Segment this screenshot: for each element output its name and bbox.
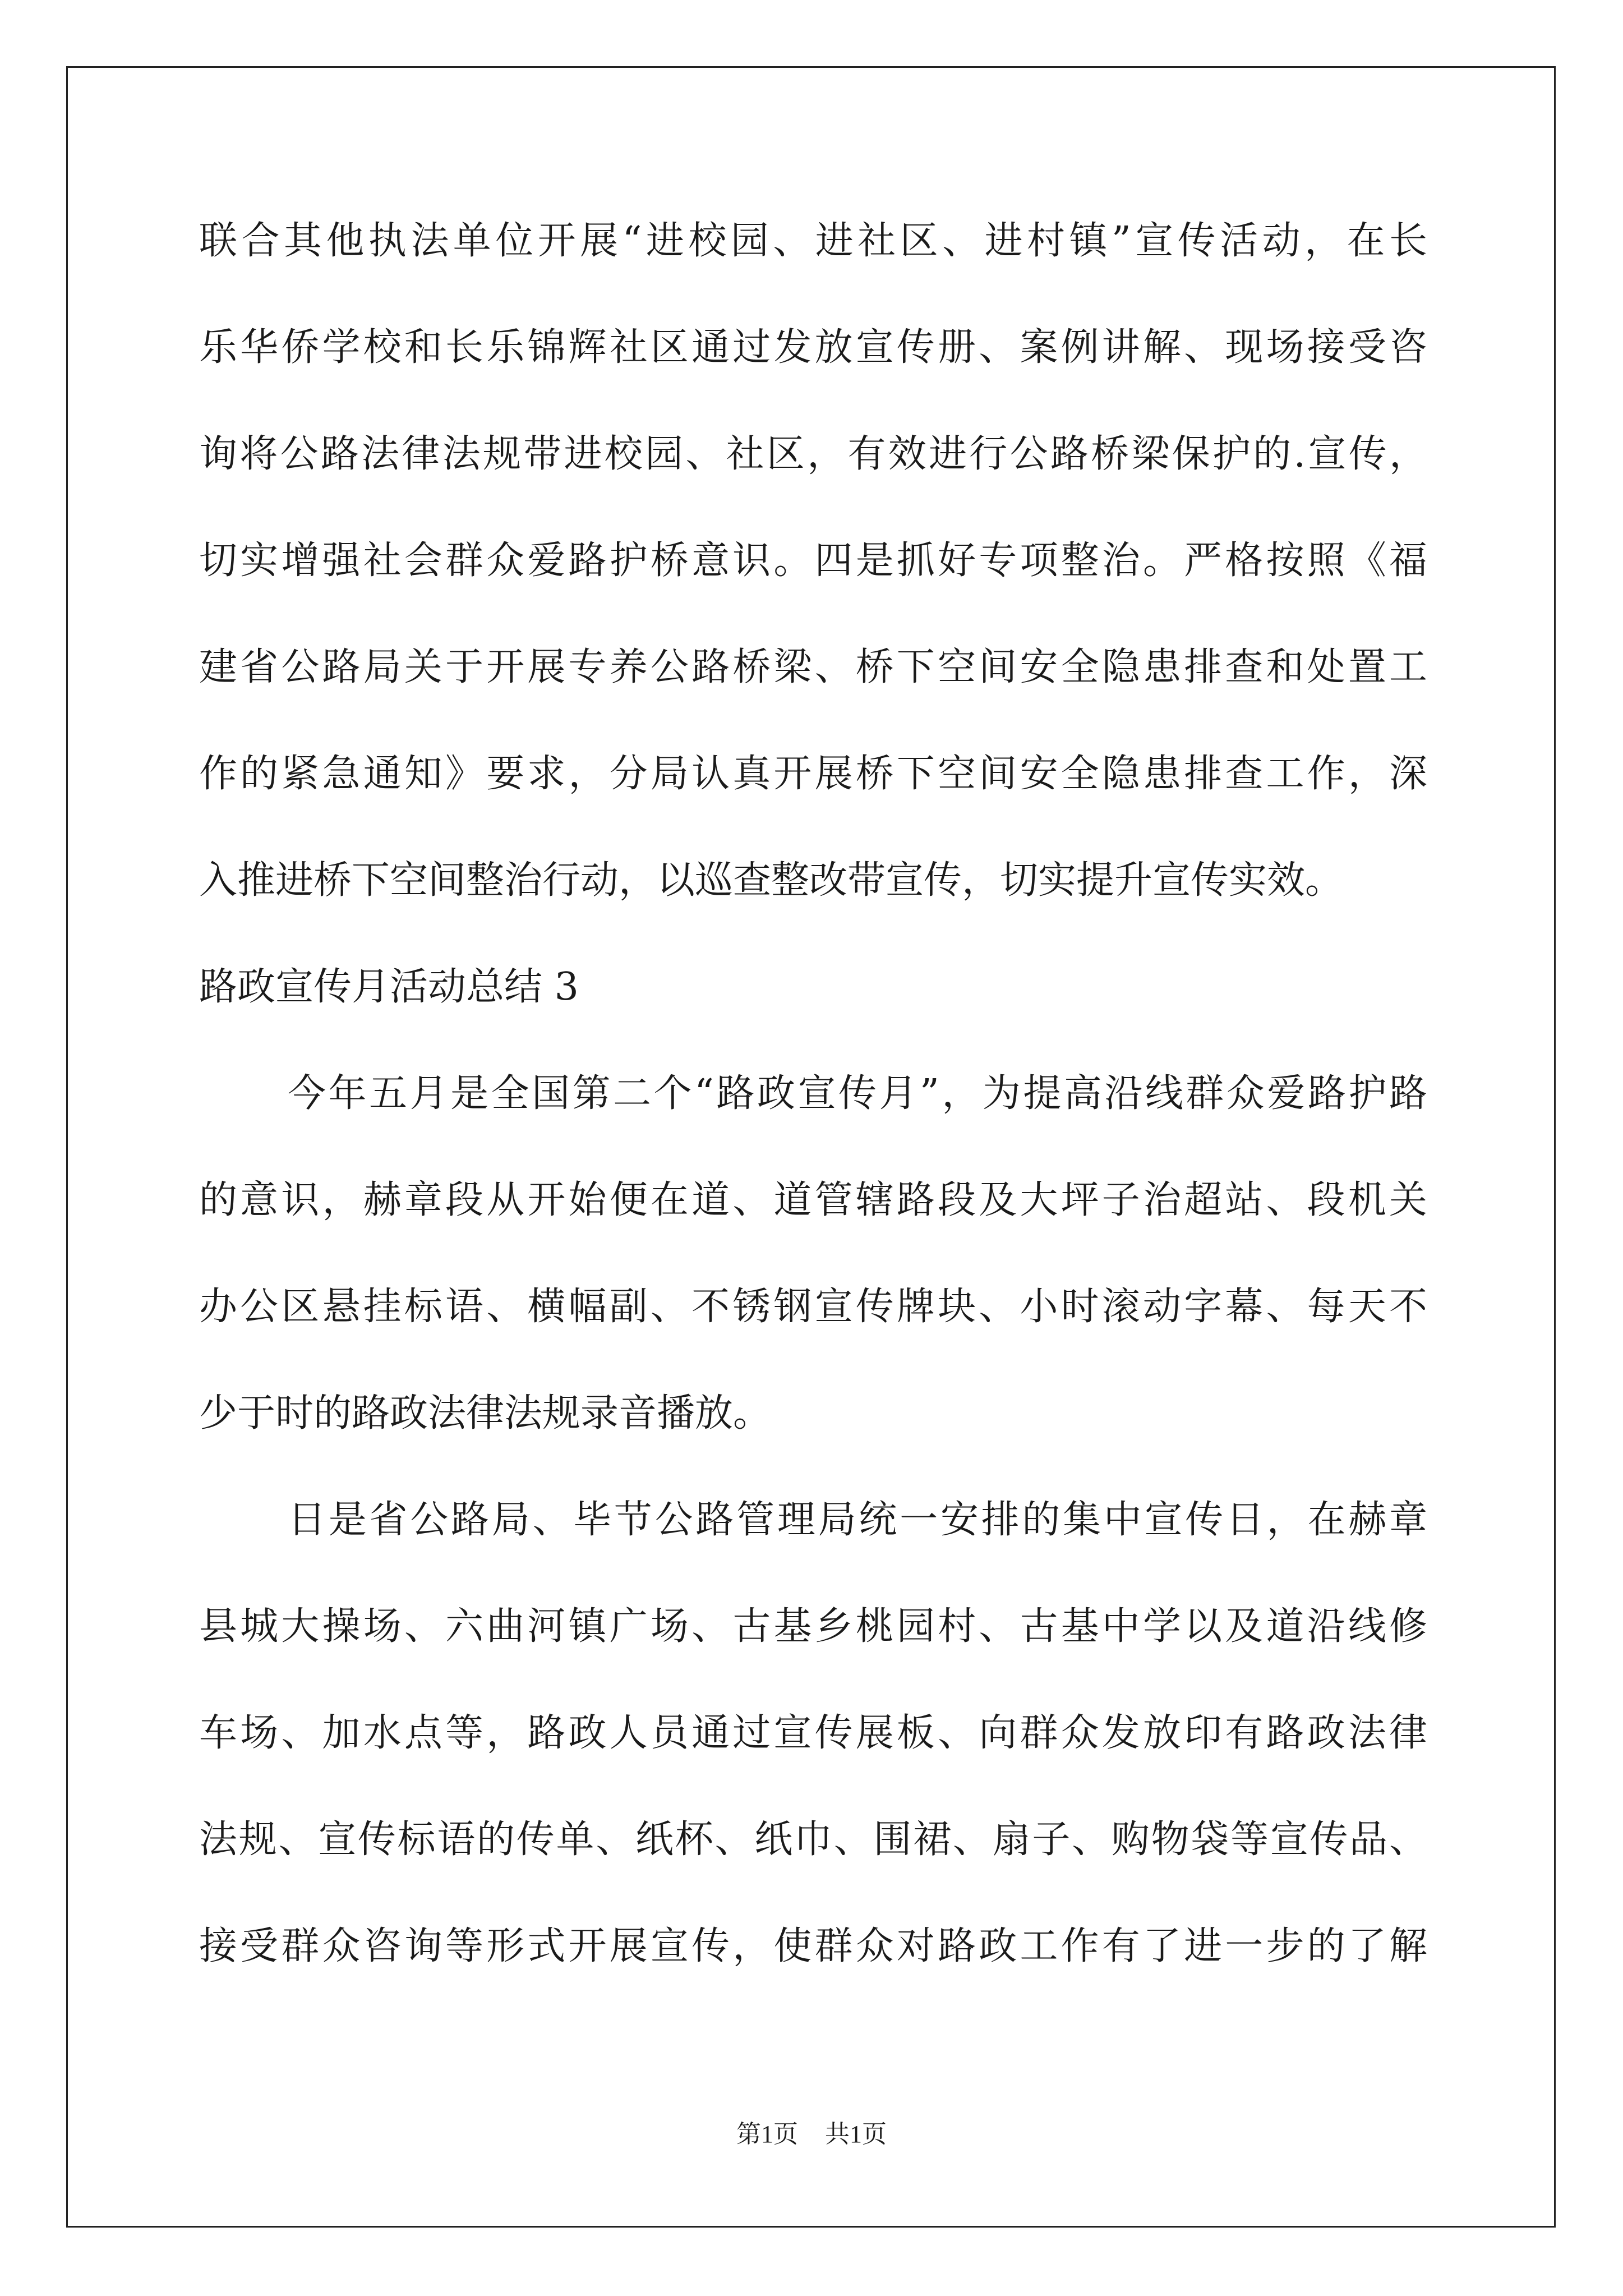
text-line: 县城大操场、六曲河镇广场、古基乡桃园村、古基中学以及道沿线修: [199, 1604, 1427, 1649]
text-line: 切实增强社会群众爱路护桥意识。四是抓好专项整治。严格按照《福: [199, 539, 1427, 583]
text-line: 询将公路法律法规带进校园、社区，有效进行公路桥梁保护的.宣传，: [199, 432, 1427, 476]
text-line: 法规、宣传标语的传单、纸杯、纸巾、围裙、扇子、购物袋等宣传品、: [199, 1818, 1427, 1862]
page-total: 共1页: [825, 2120, 887, 2148]
text-line: 作的紧急通知》要求，分局认真开展桥下空间安全隐患排查工作，深: [199, 752, 1427, 796]
text-line: 入推进桥下空间整治行动，以巡查整改带宣传，切实提升宣传实效。: [199, 858, 1344, 903]
text-line: 接受群众咨询等形式开展宣传，使群众对路政工作有了进一步的了解: [199, 1924, 1427, 1968]
section-heading: 路政宣传月活动总结 3: [199, 965, 579, 1009]
page-footer: [0, 2118, 1623, 2151]
paragraph-first-line: 日是省公路局、毕节公路管理局统一安排的集中宣传日，在赫章: [288, 1498, 1427, 1542]
text-line: 建省公路局关于开展专养公路桥梁、桥下空间安全隐患排查和处置工: [199, 645, 1427, 689]
text-line: 少于时的路政法律法规录音播放。: [199, 1391, 772, 1435]
text-line: 的意识，赫章段从开始便在道、道管辖路段及大坪子治超站、段机关: [199, 1178, 1427, 1222]
page-number: 第1页: [736, 2120, 798, 2148]
paragraph-first-line: 今年五月是全国第二个“路政宣传月”，为提高沿线群众爱路护路: [288, 1071, 1427, 1116]
text-line: 联合其他执法单位开展“进校园、进社区、进村镇”宣传活动，在长: [199, 219, 1427, 263]
text-line: 办公区悬挂标语、横幅副、不锈钢宣传牌块、小时滚动字幕、每天不: [199, 1285, 1427, 1329]
text-line: 车场、加水点等，路政人员通过宣传展板、向群众发放印有路政法律: [199, 1711, 1427, 1755]
page-border: [66, 66, 1556, 2228]
text-line: 乐华侨学校和长乐锦辉社区通过发放宣传册、案例讲解、现场接受咨: [199, 325, 1427, 370]
